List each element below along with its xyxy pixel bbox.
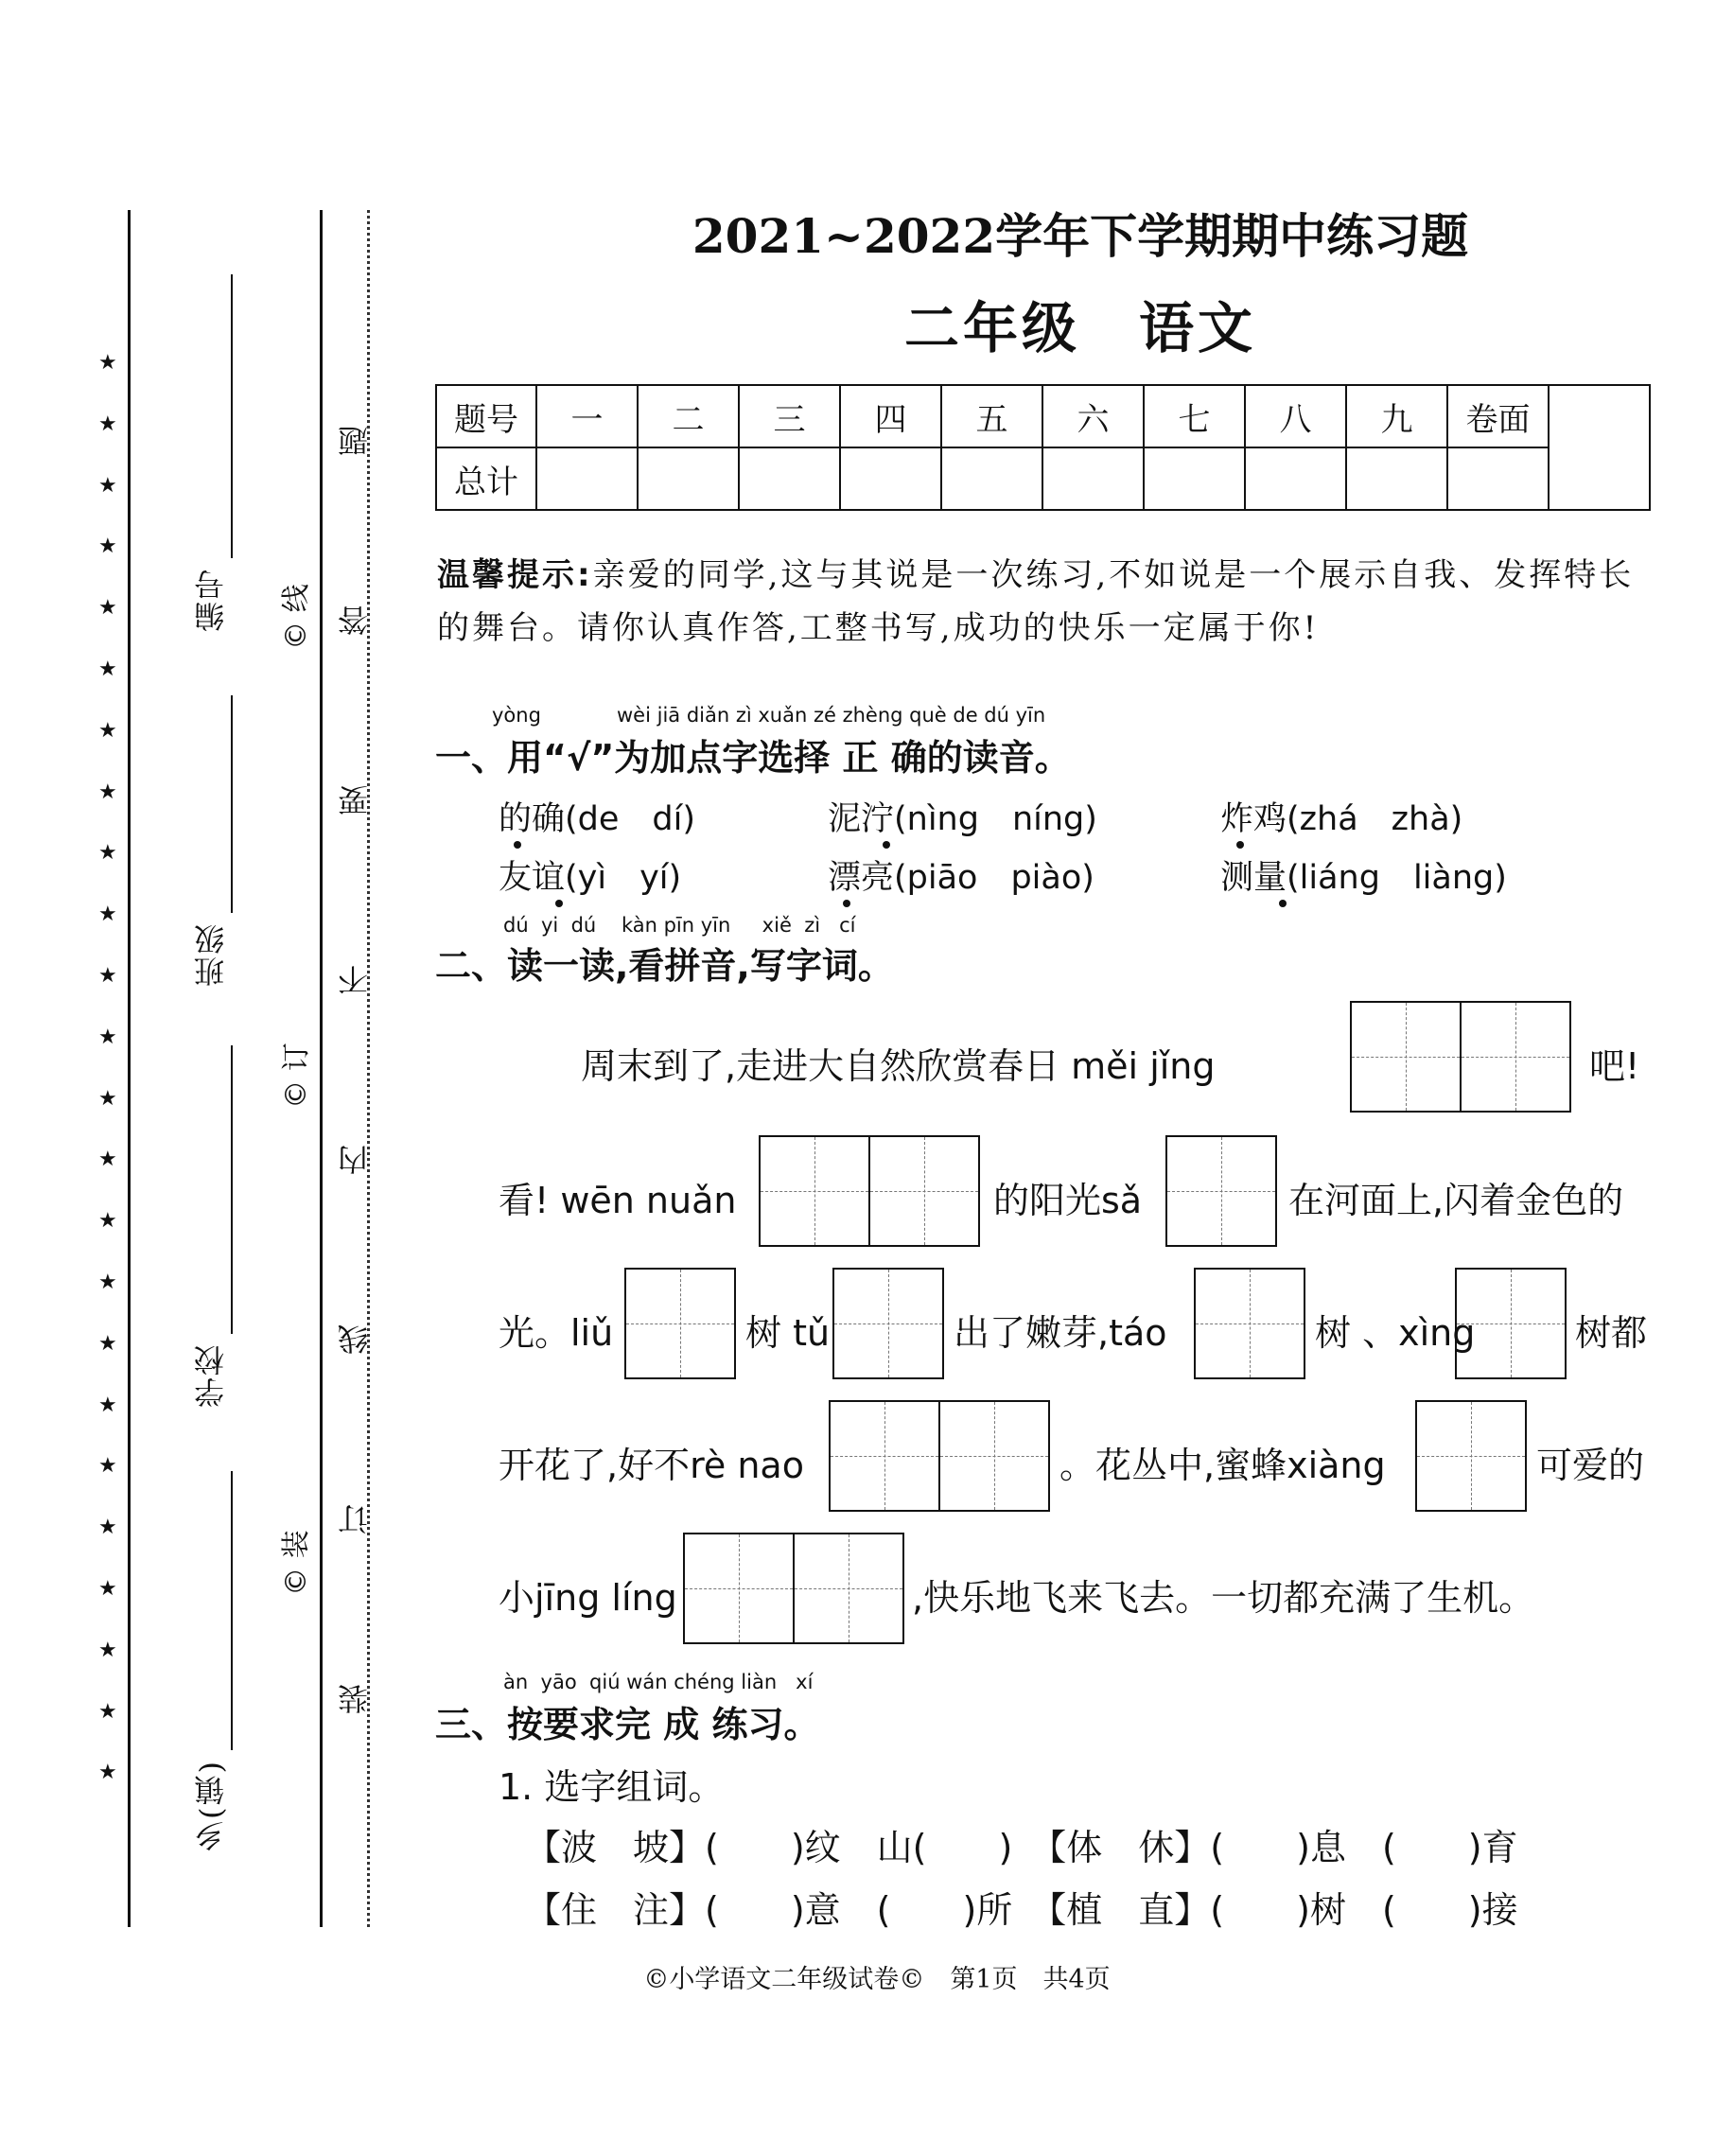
score-input-cell[interactable] xyxy=(1346,447,1447,510)
score-input-cell[interactable] xyxy=(840,447,941,510)
s3-row-1[interactable]: 【波 坡】( )纹 山( ) 【体 休】( )息 ( )育 xyxy=(525,1827,1518,1868)
page-footer xyxy=(0,1958,1716,1995)
star-icon: ★ xyxy=(98,657,117,681)
score-input-cell[interactable] xyxy=(1042,447,1144,510)
tianzi-box[interactable] xyxy=(1165,1135,1277,1247)
s3-pinyin: àn yāo qiú wán chéng liàn xí xyxy=(503,1671,814,1693)
score-input-cell[interactable] xyxy=(941,447,1042,510)
score-input-cell[interactable] xyxy=(536,447,638,510)
star-icon: ★ xyxy=(98,1393,117,1417)
seal-glyph: © xyxy=(279,1567,313,1596)
class-fill-line xyxy=(231,695,233,913)
tip-text: 亲爱的同学,这与其说是一次练习,不如说是一个展示自我、发挥特长的舞台。请你认真作答,工整书写,成功的快乐一定属于你! xyxy=(437,556,1635,647)
s1-item-2[interactable]: 泥泞(nìng níng) xyxy=(828,800,1097,838)
star-icon: ★ xyxy=(98,1148,117,1172)
cut-char-1: 题 xyxy=(337,426,373,456)
star-icon: ★ xyxy=(98,473,117,498)
star-icon: ★ xyxy=(98,1516,117,1540)
tianzi-box[interactable] xyxy=(683,1533,795,1644)
school-fill-line xyxy=(231,1045,233,1334)
label-school: 学校 xyxy=(193,1343,229,1408)
score-cell: 八 xyxy=(1245,385,1346,447)
tianzi-box[interactable] xyxy=(832,1268,944,1379)
emphasis-dot xyxy=(555,900,563,907)
tianzi-box[interactable] xyxy=(1194,1268,1305,1379)
tianzi-box[interactable] xyxy=(793,1533,904,1644)
star-icon: ★ xyxy=(98,1454,117,1479)
score-input-cell[interactable] xyxy=(1245,447,1346,510)
star-icon: ★ xyxy=(98,1086,117,1111)
tianzi-box[interactable] xyxy=(938,1400,1050,1512)
s2-text: 小jīng líng xyxy=(499,1577,677,1619)
s2-text: 吧! xyxy=(1589,1045,1640,1087)
star-icon: ★ xyxy=(98,1761,117,1785)
emphasis-dot xyxy=(1279,900,1287,907)
score-input-cell[interactable] xyxy=(739,447,840,510)
s2-text: 出了嫩芽,táo xyxy=(954,1312,1167,1354)
star-icon: ★ xyxy=(98,412,117,436)
label-town: 乡(镇) xyxy=(193,1760,229,1851)
seal-order-icon xyxy=(272,1043,314,1109)
page-number: 第1页 共4页 xyxy=(950,1965,1111,1994)
cut-char-8: 装 xyxy=(337,1684,373,1714)
score-cell: 总计 xyxy=(436,447,536,510)
section3-title: 三、按要求完 成 练习。 xyxy=(435,1704,820,1745)
margin-inner-line xyxy=(320,210,323,1927)
s2-text: 光。liǔ xyxy=(499,1312,614,1354)
cut-char-5: 内 xyxy=(337,1145,373,1175)
tip-paragraph xyxy=(437,549,1657,655)
score-input-cell[interactable] xyxy=(638,447,739,510)
star-icon: ★ xyxy=(98,1271,117,1294)
seal-glyph: © xyxy=(279,1079,313,1109)
s1-pinyin-b: wèi jiā diǎn zì xuǎn zé zhèng què de dú yīn xyxy=(617,704,1046,727)
s2-text: 开花了,好不rè nao xyxy=(499,1445,804,1486)
s2-text: 的阳光sǎ xyxy=(993,1180,1143,1221)
score-cell: 一 xyxy=(536,385,638,447)
score-cell: 九 xyxy=(1346,385,1447,447)
tianzi-box[interactable] xyxy=(1460,1001,1571,1113)
tianzi-box[interactable] xyxy=(1415,1400,1527,1512)
score-cell: 三 xyxy=(739,385,840,447)
seal-bind-label: 装 xyxy=(279,1530,313,1559)
seal-line-icon xyxy=(272,584,314,650)
emphasis-dot xyxy=(514,841,521,849)
cut-char-6: 线 xyxy=(337,1324,373,1355)
score-cell: 七 xyxy=(1144,385,1245,447)
score-cell: 二 xyxy=(638,385,739,447)
cut-char-3: 要 xyxy=(337,785,373,815)
star-icon: ★ xyxy=(98,903,117,927)
seal-bind-icon xyxy=(272,1530,314,1596)
star-icon: ★ xyxy=(98,596,117,621)
star-icon: ★ xyxy=(98,780,117,804)
star-icon: ★ xyxy=(98,1025,117,1049)
s2-text: 树 tǔ xyxy=(745,1312,831,1354)
s3-subtitle: 1. 选字组词。 xyxy=(499,1766,725,1808)
seal-line-label: 线 xyxy=(279,584,313,613)
copyright-icon: © xyxy=(899,1965,925,1994)
s2-text: 树 、xìng xyxy=(1315,1312,1476,1354)
star-icon: ★ xyxy=(98,1699,117,1724)
emphasis-dot xyxy=(1236,841,1244,849)
score-cell-total[interactable] xyxy=(1549,385,1650,510)
seal-glyph: © xyxy=(279,621,313,650)
s1-item-5[interactable]: 漂亮(piāo piào) xyxy=(828,859,1094,897)
label-class: 班级 xyxy=(193,922,229,987)
star-icon: ★ xyxy=(98,351,117,375)
section2-title: 二、读一读,看拼音,写字词。 xyxy=(435,945,894,987)
score-cell: 五 xyxy=(941,385,1042,447)
s3-row-2[interactable]: 【住 注】( )意 ( )所 【植 直】( )树 ( )接 xyxy=(525,1889,1518,1931)
score-input-cell[interactable] xyxy=(1447,447,1549,510)
s2-text: 。花丛中,蜜蜂xiàng xyxy=(1059,1445,1386,1486)
s1-item-3[interactable]: 炸鸡(zhá zhà) xyxy=(1220,800,1463,838)
tianzi-box[interactable] xyxy=(1455,1268,1567,1379)
s1-pinyin-a: yòng xyxy=(492,704,541,727)
tianzi-box[interactable] xyxy=(1350,1001,1462,1113)
tianzi-box[interactable] xyxy=(829,1400,940,1512)
s2-text: 可爱的 xyxy=(1536,1445,1645,1486)
star-icon: ★ xyxy=(98,1577,117,1601)
score-input-cell[interactable] xyxy=(1144,447,1245,510)
margin-outer-line xyxy=(128,210,131,1927)
star-icon: ★ xyxy=(98,1209,117,1234)
seal-order-label: 订 xyxy=(279,1043,313,1072)
star-icon: ★ xyxy=(98,535,117,559)
star-icon: ★ xyxy=(98,718,117,743)
s1-item-4[interactable]: 友谊(yì yí) xyxy=(499,859,682,897)
town-fill-line xyxy=(231,1471,233,1750)
cut-dotted-line xyxy=(367,210,370,1927)
page-title: 2021~2022学年下学期期中练习题 xyxy=(692,208,1469,264)
s2-pinyin: dú yi dú kàn pīn yīn xiě zì cí xyxy=(503,914,856,937)
copyright-icon: © xyxy=(643,1965,670,1994)
tip-label: 温馨提示: xyxy=(437,556,593,594)
star-icon: ★ xyxy=(98,1331,117,1356)
cut-char-7: 订 xyxy=(337,1504,373,1534)
label-number: 编号 xyxy=(193,568,229,632)
score-row-header xyxy=(436,385,1650,447)
cut-char-4: 不 xyxy=(337,965,373,995)
score-row-total xyxy=(436,447,1650,510)
footer-text: 小学语文二年级试卷 xyxy=(669,1965,900,1994)
score-cell: 题号 xyxy=(436,385,536,447)
emphasis-dot xyxy=(883,841,890,849)
score-cell: 卷面 xyxy=(1447,385,1549,447)
s2-text: 在河面上,闪着金色的 xyxy=(1288,1180,1624,1221)
star-icon: ★ xyxy=(98,1638,117,1662)
s2-text: ,快乐地飞来飞去。一切都充满了生机。 xyxy=(912,1577,1535,1619)
s1-item-6[interactable]: 测量(liáng liàng) xyxy=(1220,859,1507,897)
score-table xyxy=(435,384,1651,511)
tianzi-box[interactable] xyxy=(624,1268,736,1379)
s1-item-1[interactable]: 的确(de dí) xyxy=(499,800,696,838)
s2-text: 看! wēn nuǎn xyxy=(499,1180,737,1221)
tianzi-box[interactable] xyxy=(759,1135,870,1247)
page-subtitle: 二年级 语文 xyxy=(903,296,1256,360)
star-icon: ★ xyxy=(98,841,117,866)
s2-text: 周末到了,走进大自然欣赏春日 měi jǐng xyxy=(581,1045,1216,1087)
s2-text: 树都 xyxy=(1575,1312,1648,1354)
score-cell: 六 xyxy=(1042,385,1144,447)
emphasis-dot xyxy=(843,900,850,907)
star-icon: ★ xyxy=(98,964,117,988)
score-cell: 四 xyxy=(840,385,941,447)
tianzi-box[interactable] xyxy=(868,1135,980,1247)
cut-char-2: 答 xyxy=(337,605,373,636)
section1-title: 一、用“√”为加点字选择 正 确的读音。 xyxy=(435,737,1071,779)
